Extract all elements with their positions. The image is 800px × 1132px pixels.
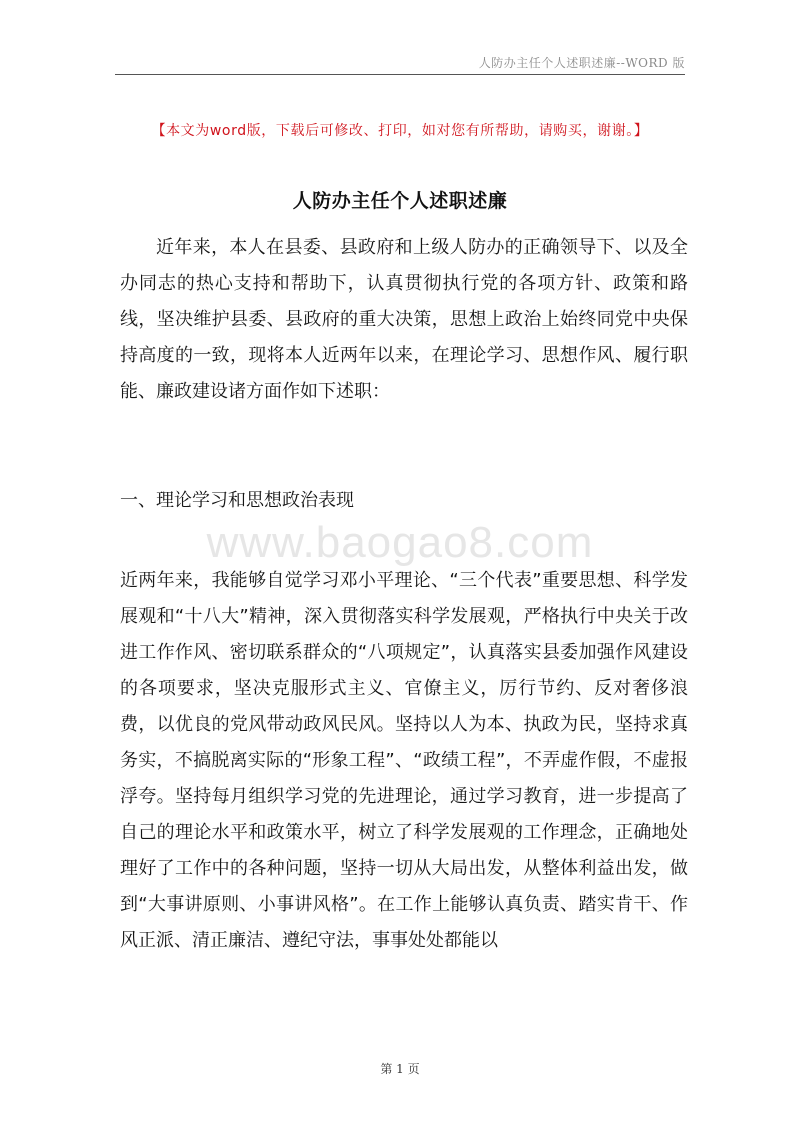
document-title: 人防办主任个人述职述廉 xyxy=(292,189,508,212)
section-heading: 一、理论学习和思想政治表现 xyxy=(120,490,354,511)
running-header: 人防办主任个人述职述廉--WORD 版 xyxy=(478,56,685,70)
purchase-notice: 【本文为word版，下载后可修改、打印，如对您有所帮助，请购买，谢谢。】 xyxy=(151,123,649,139)
watermark: www.baogao8.com xyxy=(206,518,594,567)
page-number: 第 1 页 xyxy=(380,1062,420,1076)
body-paragraph: 近两年来，我能够自觉学习邓小平理论、“三个代表”重要思想、科学发展观和“十八大”精神，深入贯彻落实科学发展观，严格执行中央关于改进工作作风、密切联系群众的“八项规定”，认真落实县委加强作风建设的各项要求，坚决克服形式主义、官僚主义，厉行节约、反对奢侈浪费，以优良的党风带动政风民风。坚持以人为本、执政为民，坚持求真务实，不搞脱离实际的“形象工程”、“政绩工程”，不弄虚作假，不虚报浮夸。坚持每月组织学习党的先进理论，通过学习教育，进一步提高了自己的理论水平和政策水平，树立了科学发展观的工作理念，正确地处理好了工作中的各种问题，坚持一切从大局出发，从整体利益出发，做到“大事讲原则、小事讲风格”。在工作上能够认真负责、踏实肯干、作风正派、清正廉洁、遵纪守法，事事处处都能以 xyxy=(120,570,688,951)
header-divider xyxy=(115,74,685,75)
intro-paragraph: 近年来，本人在县委、县政府和上级人防办的正确领导下、以及全办同志的热心支持和帮助下，认真贯彻执行党的各项方针、政策和路线，坚决维护县委、县政府的重大决策，思想上政治上始终同党中央保持高度的一致，现将本人近两年以来，在理论学习、思想作风、履行职能、廉政建设诸方面作如下述职： xyxy=(120,237,688,402)
